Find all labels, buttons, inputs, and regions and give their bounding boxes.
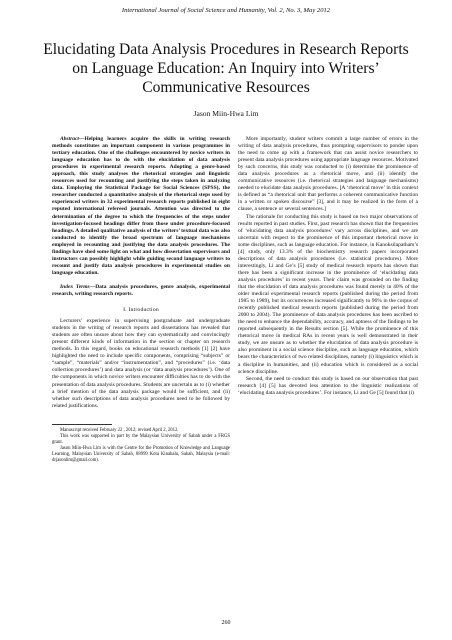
right-paragraph-1: More importantly, student writers commit a large number of errors in the writing of data analysis procedures, thus prompting supervisors to ponder upon the need to come up with a framework that can assist novice researchers to present data analysis procedures using appropriate language resources. Motivated by such concerns, this study was conducted to (i) determine the prominence of data analysis procedures as a rhetorical move, and (ii) identify the communicative resources (i.e. rhetorical strategies and language mechanisms) needed to elucidate data analysis procedures. [A ‘rhetorical move’ in this context is defined as “a rhetorical unit that performs a coherent communicative function in a written or spoken discourse” [3], and it may be realized in the form of a clause, a sentence or several sentences.] — [238, 136, 418, 213]
index-terms-label: Index Terms— — [60, 283, 96, 290]
footnote-support: This work was supported in part by the Malaysian University of Sabah under a FRGS grant. — [52, 433, 230, 445]
journal-header: International Journal of Social Science and Humanity, Vol. 2, No. 3, May 2012 — [121, 7, 331, 14]
left-column — [52, 136, 230, 464]
footnote-affiliation: Jason Miin-Hwa Lim is with the Centre for the Promotion of Knowledge and Language Learning, Malaysian University of Sabah, 88999 Kota Kinabalu, Sabah, Malaysia (e-mail: drjasonlim@gmail.com). — [52, 445, 230, 463]
right-paragraph-3: Second, the need to conduct this study is based on our observation that past research [4] [5] has devoted less attention to the linguistic realizations of ‘elucidating data analysis procedures’. For instance, Li and Ge [5] found that (i) — [238, 375, 418, 396]
abstract-label: Abstract— — [60, 136, 85, 142]
abstract-text: Helping learners acquire the skills in writing research methods constitutes an important component in various programmes in tertiary education. One of the challenges encountered by novice writers in language education has to do with the elucidation of data analysis procedures in experimental research reports. Adopting a genre-based approach, this study analyses the rhetorical strategies and linguistic resources used for recounting and justifying the steps taken in analyzing data. Employing the Statistical Package for Social Sciences (SPSS), the researcher conducted a quantitative analysis of the rhetorical steps used by experienced writers in 32 experimental research reports published in eight reputed international refereed journals. Attention was directed to the determination of the degree to which the frequencies of the steps under investigation-focused headings differ from those under procedure-focused headings. A detailed qualitative analysis of the writers’ textual data was also conducted to identify the broad spectrum of language mechanisms employed in recounting and justifying the data analysis procedures. The findings have shed some light on what and how dissertation supervisors and instructors can possibly highlight while guiding second language writers to recount and justify data analysis procedures in experimental studies on language education. — [52, 136, 230, 276]
intro-paragraph-1: Lecturers’ experience in supervising postgraduate and undergraduate students in the writing of research reports and dissertations has revealed that students are often unsure about how they can systematically and convincingly present different kinds of information in the section or chapter on research methods. In this regard, books on educational research methods [1] [2] have highlighted the need to include specific components, comprising “subjects” or “sample”, “materials” and/or “instrumentation”, and “procedures” (i.e. ‘data collection procedures’) and data analysis (or ‘data analysis procedures’). One of the components in which novice writers encounter difficulties has to do with the presentation of data analysis procedures. Students are uncertain as to (i) whether a brief mention of the data analysis package would be sufficient, and (ii) whether such descriptions of data analysis procedures need to be followed by related justifications. — [52, 318, 230, 409]
page-number: 260 — [221, 620, 231, 626]
title-line-3: Communicative Resources — [142, 79, 310, 96]
author-name: Jason Miin-Hwa Lim — [193, 109, 259, 118]
right-column — [238, 136, 418, 397]
index-terms-text: Data analysis procedures, genre analysis, experimental research, writing research reports. — [52, 283, 230, 297]
section-heading-introduction: I. Introduction — [123, 307, 159, 314]
right-paragraph-2: The rationale for conducting this study is based on two major observations of results reported in past studies. First, past research has shown that the frequencies of ‘elucidating data analysis procedures’ vary across disciplines, and we are uncertain with respect to the prominence of this important rhetorical move in some disciplines, such as language education. For instance, in Kanoksilapatham’s [4] study, only 13.3% of the biochemistry research papers incorporated descriptions of data analysis procedures (i.e. statistical procedures). More interestingly, Li and Ge’s [5] study of medical research reports has shown that there has been a significant increase in the prominence of ‘elucidating data analysis procedures’ in recent years. Their claim was grounded on the finding that the elucidation of data analysis procedures was found merely in 40% of the older medical experimental research reports (published during the period from 1985 to 1989), but its occurrences increased significantly to 96% in the corpus of recently published medical research reports (published during the period from 2000 to 2004). The prominence of data analysis procedures has been ascribed to the need to enhance the dependability, accuracy, and aptness of the findings to be reported subsequently in the Results section [5]. While the prominence of this rhetorical move in medical RAs in recent years is well demonstrated in their study, we are unsure as to whether the elucidation of data analysis procedure is also prominent in a social science discipline, such as language education, which bears the characteristics of two related disciplines, namely (i) linguistics which is a discipline in humanities, and (ii) education which is considered as a social science discipline. — [238, 213, 418, 375]
index-terms — [52, 284, 230, 298]
footnote-divider — [52, 424, 112, 425]
paper-title — [30, 40, 422, 97]
footnote-received: Manuscript received February 22 , 2012; revised April 2, 2012. — [60, 427, 179, 433]
abstract — [52, 136, 230, 277]
title-line-2: on Language Education: An Inquiry into Writers’ — [72, 60, 380, 77]
title-line-1: Elucidating Data Analysis Procedures in Research Reports — [43, 41, 409, 58]
